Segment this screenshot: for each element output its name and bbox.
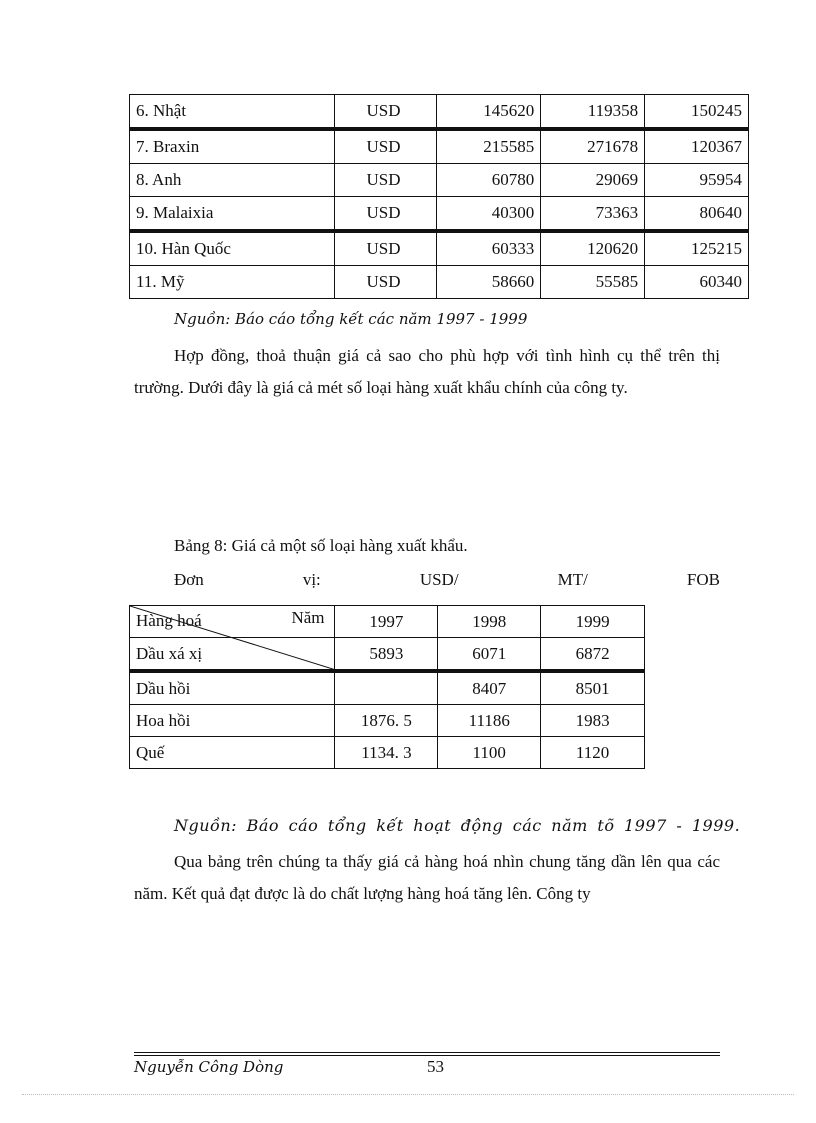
unit-cell: USD — [334, 95, 437, 130]
table-row — [130, 164, 749, 197]
price-cell: 1120 — [541, 737, 645, 769]
table-row — [130, 266, 749, 299]
page-edge-divider — [22, 1094, 794, 1095]
value-cell: 95954 — [645, 164, 749, 197]
country-cell: 6. Nhật — [130, 95, 335, 130]
table-caption: Bảng 8: Giá cả một số loại hàng xuất khẩu. — [174, 536, 468, 555]
table-row — [130, 95, 749, 130]
price-cell: 5893 — [335, 638, 438, 672]
unit-word: FOB — [686, 570, 720, 589]
value-cell: 73363 — [541, 197, 645, 232]
source-note-2: Nguồn: Báo cáo tổng kết hoạt động các năm tõ 1997 - 1999. — [174, 816, 741, 835]
table-row — [130, 705, 645, 737]
page-number: 53 — [427, 1057, 444, 1076]
price-cell: 1876. 5 — [335, 705, 438, 737]
table-header-row — [130, 606, 645, 638]
price-cell — [335, 671, 438, 705]
goods-cell: Hoa hồi — [130, 705, 335, 737]
table-row — [130, 129, 749, 164]
country-table — [129, 94, 749, 299]
price-table — [129, 605, 645, 769]
footer-rule-top — [134, 1052, 720, 1053]
value-cell: 80640 — [645, 197, 749, 232]
country-cell: 7. Braxin — [130, 129, 335, 164]
paragraph-2: Qua bảng trên chúng ta thấy giá cả hàng hoá nhìn chung tăng dần lên qua các năm. Kết quả đạt được là do chất lượng hàng hoá tăng lên. Công ty — [134, 852, 720, 903]
header-year-label: Năm — [291, 608, 325, 627]
goods-cell: Quế — [130, 737, 335, 769]
value-cell: 58660 — [437, 266, 541, 299]
table-row — [130, 737, 645, 769]
table-row — [130, 671, 645, 705]
value-cell: 125215 — [645, 231, 749, 266]
value-cell: 40300 — [437, 197, 541, 232]
paragraph-1: Hợp đồng, thoả thuận giá cả sao cho phù hợp với tình hình cụ thể trên thị trường. Dưới đây là giá cả mét số loại hàng xuất khẩu chính của công ty. — [134, 346, 720, 397]
price-cell: 11186 — [438, 705, 541, 737]
value-cell: 215585 — [437, 129, 541, 164]
unit-cell: USD — [334, 231, 437, 266]
table-row — [130, 231, 749, 266]
unit-cell: USD — [334, 164, 437, 197]
goods-cell: Dầu hồi — [130, 671, 335, 705]
country-cell: 11. Mỹ — [130, 266, 335, 299]
value-cell: 120620 — [541, 231, 645, 266]
price-cell: 1100 — [438, 737, 541, 769]
value-cell: 60780 — [437, 164, 541, 197]
footer-author: Nguyễn Công Dòng — [134, 1058, 284, 1076]
year-header: 1997 — [335, 606, 438, 638]
value-cell: 150245 — [645, 95, 749, 130]
unit-word: USD/ — [419, 570, 459, 589]
value-cell: 120367 — [645, 129, 749, 164]
value-cell: 60340 — [645, 266, 749, 299]
unit-word: MT/ — [557, 570, 588, 589]
value-cell: 145620 — [437, 95, 541, 130]
price-cell: 6071 — [438, 638, 541, 672]
unit-word: vị: — [302, 570, 321, 589]
country-cell: 9. Malaixia — [130, 197, 335, 232]
footer-rule-bottom — [134, 1055, 720, 1056]
price-cell: 8407 — [438, 671, 541, 705]
source-note-1: Nguồn: Báo cáo tổng kết các năm 1997 - 1999 — [174, 310, 528, 328]
table-row — [130, 197, 749, 232]
unit-line — [174, 570, 720, 590]
year-header: 1999 — [541, 606, 645, 638]
goods-cell: Dầu xá xị — [130, 638, 335, 672]
country-cell: 8. Anh — [130, 164, 335, 197]
value-cell: 119358 — [541, 95, 645, 130]
unit-cell: USD — [334, 266, 437, 299]
price-cell: 1134. 3 — [335, 737, 438, 769]
price-cell: 6872 — [541, 638, 645, 672]
diagonal-header-cell — [130, 606, 335, 638]
value-cell: 29069 — [541, 164, 645, 197]
price-cell: 8501 — [541, 671, 645, 705]
value-cell: 55585 — [541, 266, 645, 299]
value-cell: 60333 — [437, 231, 541, 266]
year-header: 1998 — [438, 606, 541, 638]
country-cell: 10. Hàn Quốc — [130, 231, 335, 266]
unit-cell: USD — [334, 129, 437, 164]
unit-cell: USD — [334, 197, 437, 232]
price-cell: 1983 — [541, 705, 645, 737]
unit-word: Đơn — [174, 570, 204, 589]
value-cell: 271678 — [541, 129, 645, 164]
header-goods-label: Hàng hoá — [136, 611, 202, 630]
